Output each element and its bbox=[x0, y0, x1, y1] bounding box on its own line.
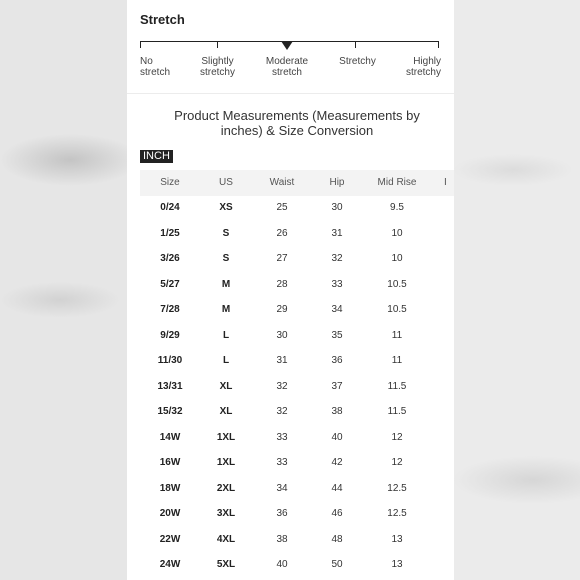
table-row bbox=[140, 300, 454, 320]
table-cell: 35 bbox=[331, 329, 343, 341]
table-cell: 28 bbox=[276, 278, 288, 290]
table-cell: 1/25 bbox=[160, 227, 180, 239]
table-cell: 44 bbox=[331, 482, 343, 494]
stretch-tick-2 bbox=[217, 41, 218, 48]
column-header-truncated: I bbox=[444, 177, 447, 188]
table-row bbox=[140, 428, 454, 448]
blurred-background-left bbox=[0, 0, 127, 580]
table-cell: 12.5 bbox=[387, 508, 407, 519]
stretch-tick-4 bbox=[355, 41, 356, 48]
table-cell: 12.5 bbox=[387, 482, 407, 494]
table-cell: 12 bbox=[391, 431, 403, 443]
table-cell: 29 bbox=[276, 304, 288, 315]
table-row bbox=[140, 326, 454, 346]
table-cell: 31 bbox=[331, 227, 343, 239]
table-cell: 33 bbox=[276, 457, 288, 468]
table-cell: 4XL bbox=[216, 533, 236, 545]
stretch-label-text: Stretchy bbox=[339, 56, 376, 67]
stretch-label-text: Moderate stretch bbox=[265, 56, 309, 78]
blurred-background-right bbox=[453, 0, 580, 580]
table-cell: 0/24 bbox=[160, 202, 180, 213]
table-cell: 38 bbox=[276, 533, 288, 545]
table-cell: 30 bbox=[331, 202, 343, 213]
table-cell: L bbox=[222, 355, 230, 366]
table-cell: 13/31 bbox=[157, 380, 183, 392]
table-cell: S bbox=[222, 227, 230, 239]
table-cell: 13 bbox=[391, 533, 403, 545]
table-row bbox=[140, 249, 454, 269]
stretch-label-text: Highly stretchy bbox=[405, 56, 441, 78]
table-cell: 32 bbox=[276, 380, 288, 392]
table-header bbox=[140, 170, 454, 196]
stretch-label-stretchy bbox=[330, 56, 385, 67]
table-cell: 1XL bbox=[216, 431, 236, 443]
table-row bbox=[140, 555, 454, 575]
table-row bbox=[140, 453, 454, 473]
table-cell: 46 bbox=[331, 508, 343, 519]
table-cell: 32 bbox=[276, 406, 288, 417]
table-cell: 38 bbox=[331, 406, 343, 417]
table-cell: 5/27 bbox=[160, 278, 180, 290]
stretch-label-highly-stretchy bbox=[389, 56, 441, 78]
table-cell: 11 bbox=[391, 355, 403, 366]
table-cell: 11 bbox=[391, 329, 403, 341]
stretch-label-moderate-stretch bbox=[257, 56, 317, 78]
stretch-tick-5 bbox=[438, 41, 439, 48]
table-cell: 20W bbox=[159, 508, 181, 519]
table-cell: 25 bbox=[276, 202, 288, 213]
table-cell: M bbox=[221, 278, 231, 290]
table-cell: 13 bbox=[391, 559, 403, 570]
table-row bbox=[140, 351, 454, 371]
table-cell: 37 bbox=[331, 380, 343, 392]
table-cell: M bbox=[221, 304, 231, 315]
table-cell: 48 bbox=[331, 533, 343, 545]
table-cell: 10 bbox=[391, 227, 403, 239]
table-row bbox=[140, 530, 454, 550]
table-cell: 10.5 bbox=[387, 304, 407, 315]
table-cell: 10.5 bbox=[387, 278, 407, 290]
stretch-label-slightly-stretchy bbox=[190, 56, 245, 78]
table-row bbox=[140, 275, 454, 295]
table-cell: 27 bbox=[276, 253, 288, 264]
table-cell: 22W bbox=[159, 533, 181, 545]
stretch-selected-marker-icon bbox=[281, 41, 293, 50]
table-cell: XL bbox=[219, 380, 233, 392]
table-cell: XS bbox=[219, 202, 233, 213]
stretch-title: Stretch bbox=[140, 12, 185, 27]
column-header-size: Size bbox=[160, 177, 180, 188]
measurements-heading: Product Measurements (Measurements by inches) & Size Conversion bbox=[174, 108, 420, 138]
table-cell: 40 bbox=[276, 559, 288, 570]
table-row bbox=[140, 224, 454, 244]
table-cell: 11.5 bbox=[387, 380, 407, 392]
size-chart-panel bbox=[127, 0, 454, 580]
table-cell: 15/32 bbox=[157, 406, 183, 417]
table-cell: 1XL bbox=[216, 457, 236, 468]
table-cell: 42 bbox=[331, 457, 343, 468]
table-cell: S bbox=[222, 253, 230, 264]
table-cell: 33 bbox=[276, 431, 288, 443]
stretch-label-no-stretch bbox=[140, 56, 170, 78]
table-cell: 16W bbox=[159, 457, 181, 468]
table-row bbox=[140, 479, 454, 499]
table-cell: 3XL bbox=[216, 508, 236, 519]
column-header-mid-rise: Mid Rise bbox=[377, 177, 417, 188]
table-cell: 34 bbox=[331, 304, 343, 315]
table-cell: 10 bbox=[391, 253, 403, 264]
table-cell: 11/30 bbox=[157, 355, 183, 366]
table-cell: 9/29 bbox=[160, 329, 180, 341]
stretch-label-text: Slightly stretchy bbox=[199, 56, 235, 78]
table-cell: 3/26 bbox=[160, 253, 180, 264]
table-cell: 18W bbox=[159, 482, 181, 494]
stretch-label-text: No stretch bbox=[140, 56, 171, 78]
table-row bbox=[140, 504, 454, 524]
column-header-hip: Hip bbox=[329, 177, 345, 188]
table-row bbox=[140, 377, 454, 397]
table-cell: 24W bbox=[159, 559, 181, 570]
table-cell: 36 bbox=[331, 355, 343, 366]
table-cell: 7/28 bbox=[160, 304, 180, 315]
table-cell: 34 bbox=[276, 482, 288, 494]
table-cell: 32 bbox=[331, 253, 343, 264]
table-cell: 12 bbox=[391, 457, 403, 468]
section-divider bbox=[127, 93, 454, 94]
stretch-tick-1 bbox=[140, 41, 141, 48]
table-cell: 30 bbox=[276, 329, 288, 341]
table-cell: 50 bbox=[331, 559, 343, 570]
column-header-us: US bbox=[219, 177, 233, 188]
table-cell: 33 bbox=[331, 278, 343, 290]
table-cell: 11.5 bbox=[387, 406, 407, 417]
table-cell: 31 bbox=[276, 355, 288, 366]
table-cell: 5XL bbox=[216, 559, 236, 570]
table-cell: 36 bbox=[276, 508, 288, 519]
table-cell: 2XL bbox=[216, 482, 236, 494]
table-cell: 40 bbox=[331, 431, 343, 443]
column-header-waist: Waist bbox=[269, 177, 295, 188]
table-cell: 14W bbox=[159, 431, 181, 443]
table-row bbox=[140, 402, 454, 422]
table-cell: 9.5 bbox=[390, 202, 404, 213]
table-cell: 26 bbox=[276, 227, 288, 239]
table-cell: L bbox=[222, 329, 230, 341]
unit-badge[interactable]: INCH bbox=[140, 150, 173, 163]
table-row bbox=[140, 198, 454, 218]
table-cell: XL bbox=[219, 406, 233, 417]
